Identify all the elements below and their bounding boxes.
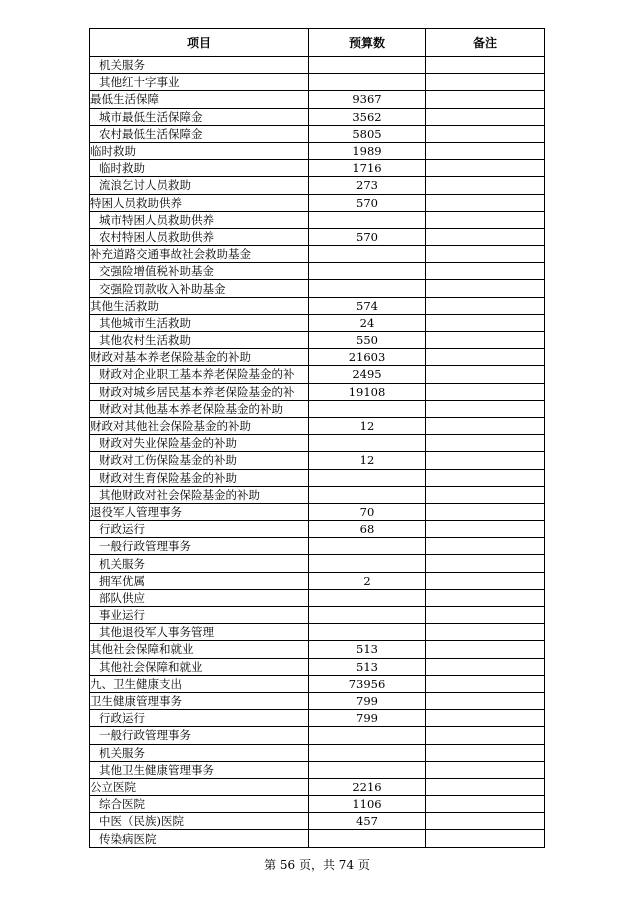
table-row [90, 624, 545, 641]
row-item: 最低生活保障 [90, 91, 309, 108]
row-budget [309, 761, 426, 778]
row-item: 城市特困人员救助供养 [90, 211, 309, 228]
row-item: 机关服务 [90, 555, 309, 572]
row-note [426, 280, 545, 297]
row-note [426, 211, 545, 228]
table-row [90, 452, 545, 469]
row-item: 卫生健康管理事务 [90, 692, 309, 709]
table-row [90, 160, 545, 177]
row-item: 流浪乞讨人员救助 [90, 177, 309, 194]
row-budget: 3562 [309, 108, 426, 125]
table-row [90, 349, 545, 366]
row-item: 九、卫生健康支出 [90, 675, 309, 692]
row-budget: 73956 [309, 675, 426, 692]
table-row [90, 263, 545, 280]
row-budget: 12 [309, 417, 426, 434]
row-note [426, 830, 545, 847]
row-item: 中医（民族)医院 [90, 813, 309, 830]
row-note [426, 383, 545, 400]
row-item: 财政对生育保险基金的补助 [90, 469, 309, 486]
table-row [90, 572, 545, 589]
row-note [426, 74, 545, 91]
table-row [90, 108, 545, 125]
row-note [426, 297, 545, 314]
table-row [90, 280, 545, 297]
row-item: 一般行政管理事务 [90, 538, 309, 555]
row-item: 交强险增值税补助基金 [90, 263, 309, 280]
table-row [90, 366, 545, 383]
row-item: 财政对其他基本养老保险基金的补助 [90, 400, 309, 417]
row-note [426, 228, 545, 245]
row-note [426, 555, 545, 572]
row-item: 其他财政对社会保险基金的补助 [90, 486, 309, 503]
row-note [426, 624, 545, 641]
row-budget: 24 [309, 314, 426, 331]
row-note [426, 744, 545, 761]
budget-table [89, 28, 545, 848]
row-budget: 574 [309, 297, 426, 314]
row-note [426, 641, 545, 658]
table-row [90, 710, 545, 727]
row-item: 补充道路交通事故社会救助基金 [90, 246, 309, 263]
row-budget: 1989 [309, 142, 426, 159]
row-item: 其他红十字事业 [90, 74, 309, 91]
row-budget [309, 74, 426, 91]
table-row [90, 435, 545, 452]
row-item: 退役军人管理事务 [90, 503, 309, 520]
row-budget [309, 246, 426, 263]
row-item: 部队供应 [90, 589, 309, 606]
row-item: 综合医院 [90, 796, 309, 813]
row-budget: 19108 [309, 383, 426, 400]
row-budget [309, 486, 426, 503]
table-row [90, 658, 545, 675]
row-note [426, 332, 545, 349]
row-item: 财政对基本养老保险基金的补助 [90, 349, 309, 366]
row-note [426, 589, 545, 606]
row-note [426, 710, 545, 727]
row-item: 财政对工伤保险基金的补助 [90, 452, 309, 469]
row-item: 财政对城乡居民基本养老保险基金的补 [90, 383, 309, 400]
row-note [426, 796, 545, 813]
row-note [426, 727, 545, 744]
header-note: 备注 [426, 29, 545, 57]
row-budget: 5805 [309, 125, 426, 142]
row-budget: 570 [309, 228, 426, 245]
row-item: 其他农村生活救助 [90, 332, 309, 349]
row-note [426, 521, 545, 538]
row-item: 财政对其他社会保险基金的补助 [90, 417, 309, 434]
row-note [426, 177, 545, 194]
row-budget [309, 435, 426, 452]
row-item: 临时救助 [90, 160, 309, 177]
table-row [90, 91, 545, 108]
row-budget: 12 [309, 452, 426, 469]
row-item: 其他退役军人事务管理 [90, 624, 309, 641]
row-budget [309, 400, 426, 417]
row-item: 农村最低生活保障金 [90, 125, 309, 142]
header-item: 项目 [90, 29, 309, 57]
table-row [90, 830, 545, 847]
row-item: 其他卫生健康管理事务 [90, 761, 309, 778]
row-note [426, 366, 545, 383]
row-item: 城市最低生活保障金 [90, 108, 309, 125]
table-row [90, 503, 545, 520]
table-row [90, 142, 545, 159]
row-budget: 2495 [309, 366, 426, 383]
table-row [90, 211, 545, 228]
table-row [90, 521, 545, 538]
row-budget: 799 [309, 710, 426, 727]
table-row [90, 177, 545, 194]
row-note [426, 91, 545, 108]
row-item: 其他社会保障和就业 [90, 658, 309, 675]
row-note [426, 607, 545, 624]
row-budget: 2 [309, 572, 426, 589]
row-budget [309, 280, 426, 297]
table-row [90, 246, 545, 263]
row-budget [309, 744, 426, 761]
row-budget: 457 [309, 813, 426, 830]
table-body [90, 57, 545, 848]
row-budget [309, 538, 426, 555]
table-row [90, 761, 545, 778]
row-item: 行政运行 [90, 521, 309, 538]
table-row [90, 813, 545, 830]
row-budget [309, 624, 426, 641]
row-note [426, 160, 545, 177]
row-item: 机关服务 [90, 57, 309, 74]
row-note [426, 658, 545, 675]
row-budget: 2216 [309, 778, 426, 795]
row-budget [309, 830, 426, 847]
table-row [90, 228, 545, 245]
table-row [90, 297, 545, 314]
table-row [90, 796, 545, 813]
row-item: 事业运行 [90, 607, 309, 624]
row-note [426, 417, 545, 434]
row-note [426, 572, 545, 589]
row-item: 其他城市生活救助 [90, 314, 309, 331]
row-item: 一般行政管理事务 [90, 727, 309, 744]
row-budget: 570 [309, 194, 426, 211]
row-item: 临时救助 [90, 142, 309, 159]
table-row [90, 538, 545, 555]
row-budget [309, 211, 426, 228]
header-budget: 预算数 [309, 29, 426, 57]
row-budget [309, 57, 426, 74]
table-row [90, 607, 545, 624]
row-note [426, 761, 545, 778]
table-row [90, 778, 545, 795]
row-budget [309, 263, 426, 280]
table-row [90, 383, 545, 400]
row-budget [309, 469, 426, 486]
row-note [426, 538, 545, 555]
row-budget: 21603 [309, 349, 426, 366]
table-row [90, 194, 545, 211]
row-note [426, 778, 545, 795]
row-budget: 799 [309, 692, 426, 709]
row-item: 其他生活救助 [90, 297, 309, 314]
row-item: 农村特困人员救助供养 [90, 228, 309, 245]
row-note [426, 108, 545, 125]
row-item: 行政运行 [90, 710, 309, 727]
table-row [90, 555, 545, 572]
row-item: 拥军优属 [90, 572, 309, 589]
row-budget [309, 607, 426, 624]
row-note [426, 486, 545, 503]
row-budget [309, 727, 426, 744]
row-item: 财政对失业保险基金的补助 [90, 435, 309, 452]
table-row [90, 417, 545, 434]
row-item: 特困人员救助供养 [90, 194, 309, 211]
row-note [426, 435, 545, 452]
row-note [426, 194, 545, 211]
row-note [426, 452, 545, 469]
row-budget: 68 [309, 521, 426, 538]
row-budget [309, 589, 426, 606]
table-row [90, 486, 545, 503]
row-budget [309, 555, 426, 572]
row-note [426, 142, 545, 159]
row-note [426, 246, 545, 263]
table-row [90, 469, 545, 486]
row-note [426, 503, 545, 520]
row-note [426, 692, 545, 709]
table-row [90, 641, 545, 658]
row-note [426, 675, 545, 692]
row-budget: 70 [309, 503, 426, 520]
row-note [426, 400, 545, 417]
row-note [426, 125, 545, 142]
row-note [426, 813, 545, 830]
row-note [426, 349, 545, 366]
row-budget: 513 [309, 658, 426, 675]
row-budget: 273 [309, 177, 426, 194]
row-note [426, 469, 545, 486]
page-footer: 第 56 页，共 74 页 [264, 858, 370, 872]
row-note [426, 314, 545, 331]
row-note [426, 57, 545, 74]
table-row [90, 74, 545, 91]
row-budget: 513 [309, 641, 426, 658]
row-budget: 9367 [309, 91, 426, 108]
row-item: 交强险罚款收入补助基金 [90, 280, 309, 297]
row-item: 机关服务 [90, 744, 309, 761]
row-budget: 550 [309, 332, 426, 349]
table-row [90, 692, 545, 709]
table-row [90, 744, 545, 761]
row-item: 传染病医院 [90, 830, 309, 847]
row-item: 财政对企业职工基本养老保险基金的补 [90, 366, 309, 383]
row-budget: 1716 [309, 160, 426, 177]
table-row [90, 314, 545, 331]
table-row [90, 57, 545, 74]
table-row [90, 589, 545, 606]
table-row [90, 675, 545, 692]
row-item: 公立医院 [90, 778, 309, 795]
table-row [90, 125, 545, 142]
row-note [426, 263, 545, 280]
table-row [90, 400, 545, 417]
table-row [90, 332, 545, 349]
table-header-row [90, 29, 545, 57]
row-budget: 1106 [309, 796, 426, 813]
table-row [90, 727, 545, 744]
row-item: 其他社会保障和就业 [90, 641, 309, 658]
